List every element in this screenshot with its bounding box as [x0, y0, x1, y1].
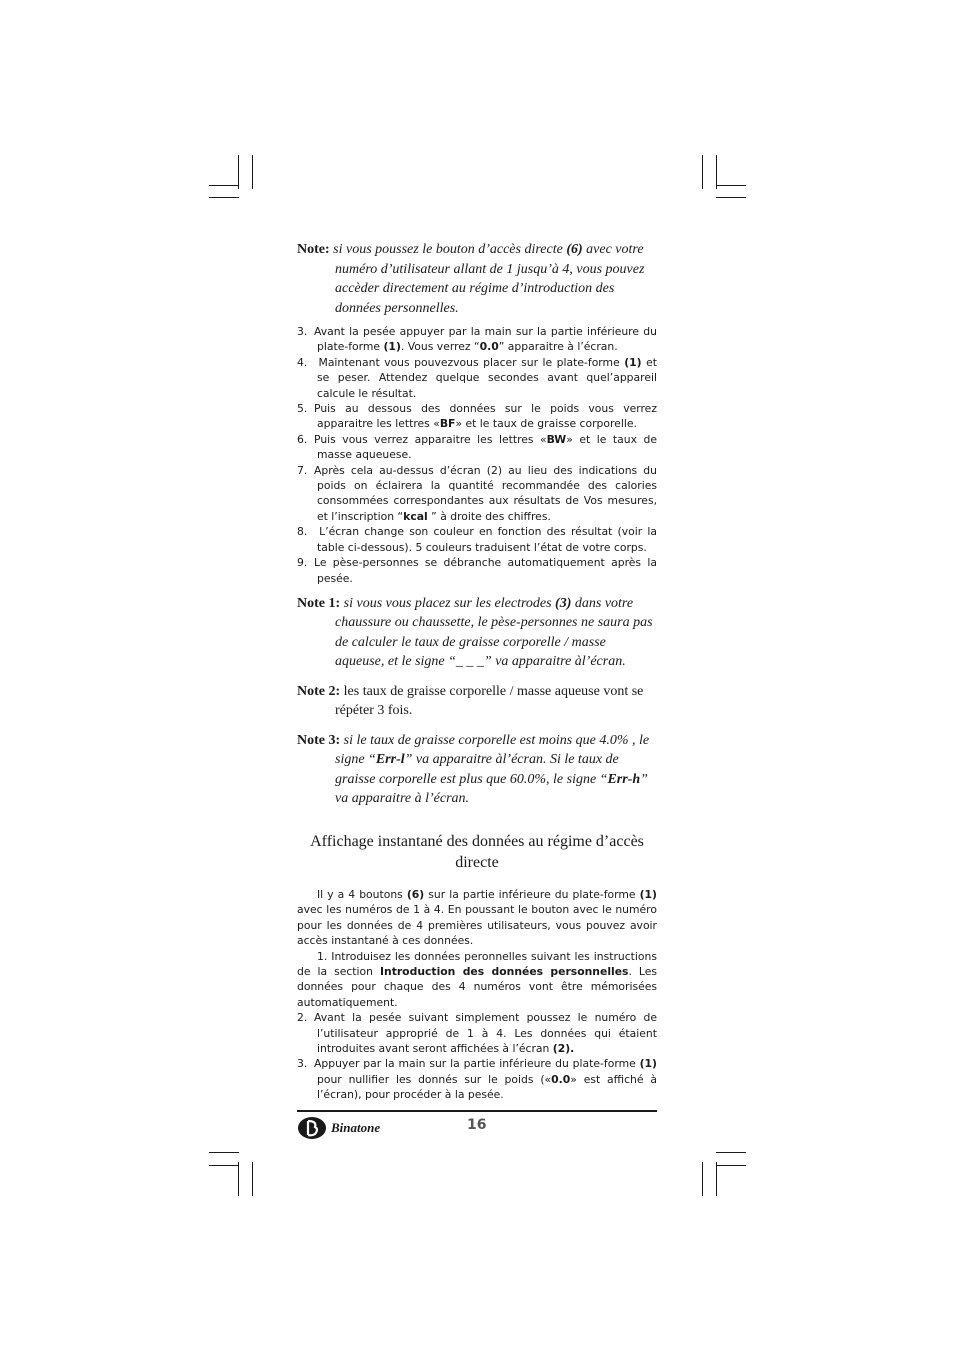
brand-name: Binatone [331, 1120, 381, 1135]
binatone-logo-icon [297, 1116, 327, 1140]
brand-logo [297, 1116, 380, 1140]
crop-mark [238, 1162, 239, 1196]
crop-mark [209, 1152, 239, 1153]
page-number: 16 [467, 1117, 487, 1133]
intro-paragraph: Il y a 4 boutons (6) sur la partie inférieure du plate-forme (1) avec les numéros de 1 à 4. En poussant le bouton avec le numéro pour les données de 4 premières utilisateurs, vous pouvez avoir accès instantané à ces données. [297, 887, 657, 948]
crop-mark [209, 1165, 239, 1166]
crop-mark [716, 185, 746, 186]
crop-mark [702, 1162, 703, 1196]
page-content [297, 240, 657, 1111]
note-top [297, 240, 657, 318]
note-3: Note 3: si le taux de graisse corporelle est moins que 4.0% , le signe “Err-l” va apparaitre àl’écran. Si le taux de graisse corporelle est plus que 60.0%, le signe “Err-h” va apparaitre à l’écran. [297, 732, 650, 807]
note-2: Note 2: les taux de graisse corporelle / masse aqueuse vont se répéter 3 fois. [297, 683, 644, 719]
crop-mark [252, 155, 253, 189]
step-paragraph: 1. Introduisez les données peronnelles suivant les instructions de la section Introduction des données personnelles. Les données pour chaque des 4 numéros vont être mémorisées automatiquement. [297, 949, 657, 1009]
list-item: 6. Puis vous verrez apparaitre les lettres «BW» et le taux de masse aqueuese. [297, 432, 657, 462]
list-item: 9. Le pèse-personnes se débranche automatiquement après la pesée. [297, 556, 657, 585]
crop-mark [702, 155, 703, 189]
crop-mark [716, 1165, 746, 1166]
list-item: 3. Appuyer par la main sur la partie inférieure du plate-forme (1) pour nullifier les donnés sur le poids («0.0» est affiché à l’écran), pour procéder à la pesée. [297, 1057, 657, 1102]
note-text: avec votre numéro d’utilisateur allant de 1 jusqu’à 4, vous pouvez accèder directement au régime d’introduction des données personnelles. [335, 242, 645, 316]
section-title: Affichage instantané des données au régime d’accès directe [310, 832, 644, 871]
list-item: 2. Avant la pesée suivant simplement poussez le numéro de l’utilisateur approprié de 1 à 4. Les données qui étaient introduites avant seront affichées à l’écran (2). [297, 1011, 657, 1055]
list-item: 8. L’écran change son couleur en fonction des résultat (voir la table ci-dessous). 5 couleurs traduisent l’état de votre corps. [297, 525, 657, 554]
steps-list [297, 324, 657, 586]
crop-mark [716, 155, 717, 189]
crop-mark [716, 1152, 746, 1153]
crop-mark [209, 185, 239, 186]
crop-mark [716, 1162, 717, 1196]
note-1: Note 1: si vous vous placez sur les electrodes (3) dans votre chaussure ou chaussette, le pèse-personnes ne saura pas de calculer le taux de graisse corporelle / masse aqueuse, et le signe “_ _ _” va apparaitre àl’écran. [297, 595, 653, 670]
crop-mark [209, 197, 239, 198]
crop-mark [252, 1162, 253, 1196]
list-item: 4. Maintenant vous pouvezvous placer sur le plate-forme (1) et se peser. Attendez quelque secondes avant quel’appareil calcule le résultat. [297, 355, 658, 400]
note-label: Note: [297, 242, 330, 257]
list-item: 7. Après cela au-dessus d’écran (2) au lieu des indications du poids on éclairera la quantité recommandée des calories consommées correspondantes aux résultats de Vos mesures, et l’inscription “kcal ” à droite des chiffres. [297, 463, 657, 523]
steps-list-2 [297, 1010, 657, 1102]
page-footer [297, 1110, 657, 1146]
note-text: si vous poussez le bouton d’accès directe [329, 242, 567, 257]
note-ref: (6) [566, 242, 583, 257]
crop-mark [238, 155, 239, 189]
crop-mark [716, 197, 746, 198]
list-item: 3. Avant la pesée appuyer par la main sur la partie inférieure du plate-forme (1). Vous verrez “0.0” apparaitre à l’écran. [297, 325, 657, 354]
list-item: 5. Puis au dessous des données sur le poids vous verrez apparaitre les lettres «BF» et le taux de graisse corporelle. [297, 402, 657, 431]
